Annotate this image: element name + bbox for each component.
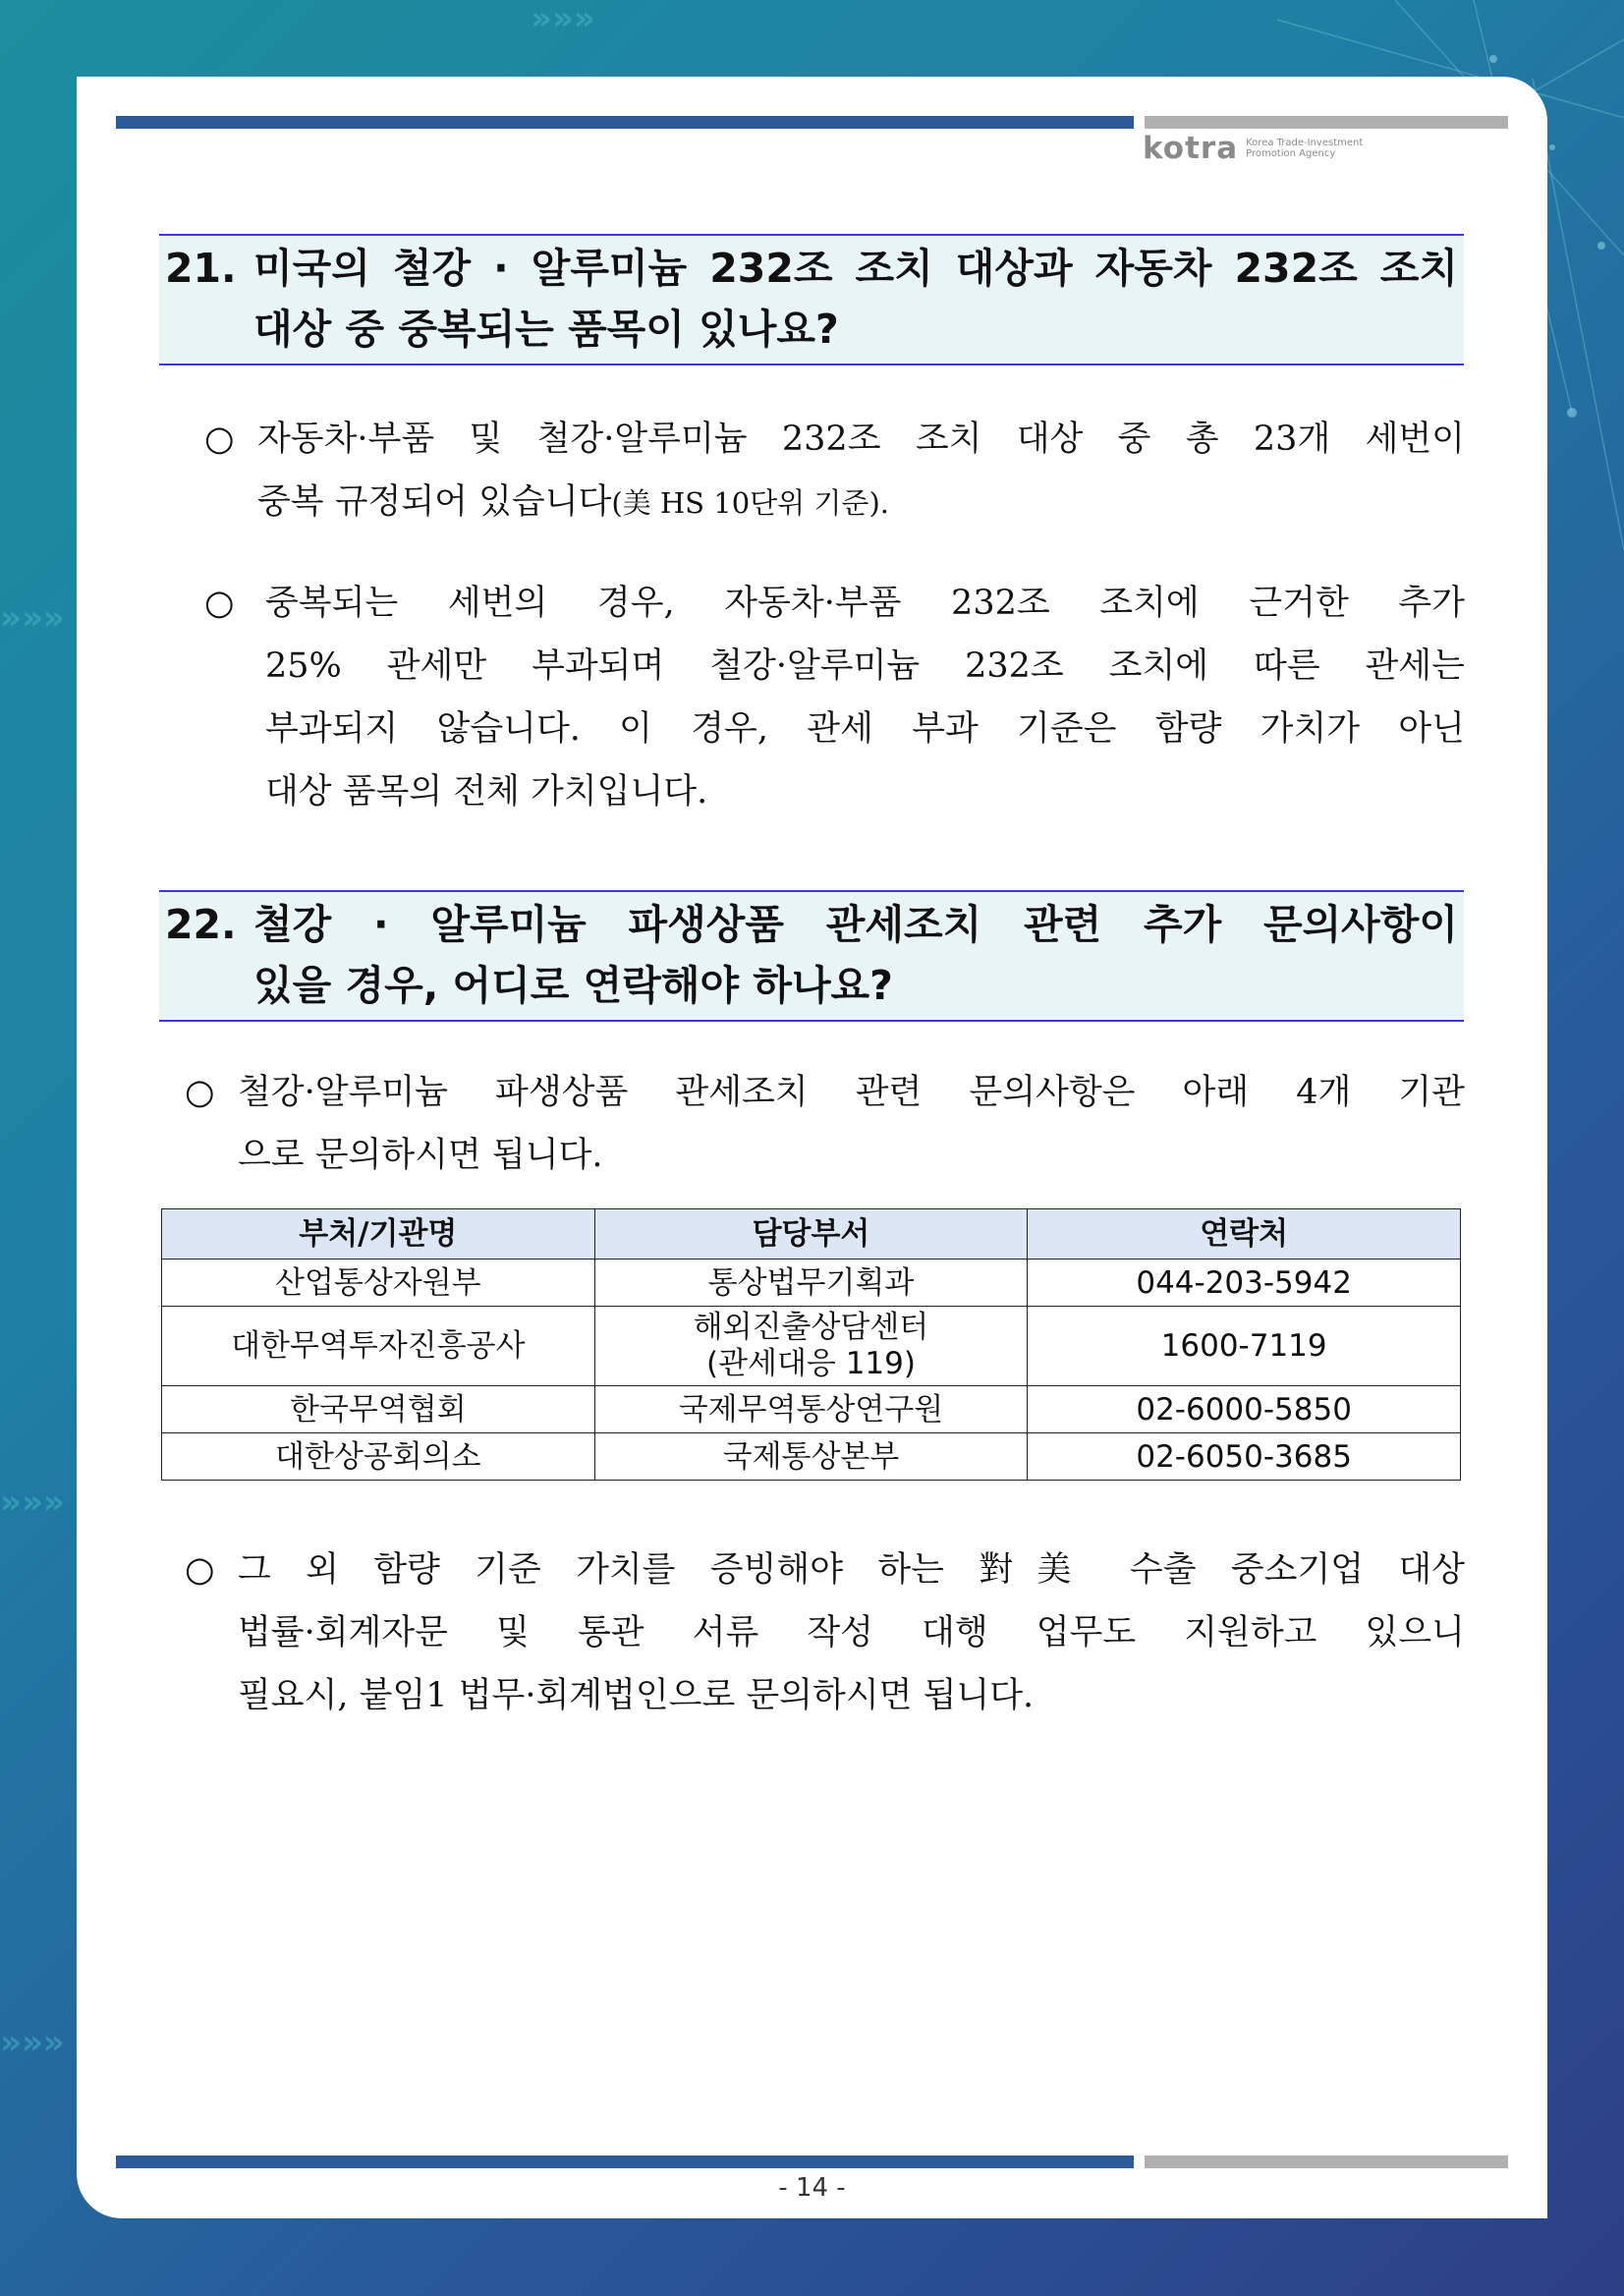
dept-cell: 국제무역통상연구원 xyxy=(594,1386,1028,1433)
bullet: ○ xyxy=(204,420,235,459)
dept-cell xyxy=(594,1307,1028,1386)
answer-line: 자동차·부품 및 철강·알루미늄 232조 조치 대상 중 총 23개 세번이 xyxy=(257,420,1465,459)
answer-line: 그 외 함량 기준 가치를 증빙해야 하는 對美 수출 중소기업 대상 xyxy=(238,1550,1465,1590)
logo-subtitle-line2: Promotion Agency xyxy=(1246,148,1336,159)
question-title-line2: 대상 중 중복되는 품목이 있나요? xyxy=(253,306,839,353)
table-row xyxy=(162,1386,1461,1433)
answer-22-outro xyxy=(185,1539,1465,1727)
header-gray-bar xyxy=(1145,116,1508,129)
footer-blue-bar xyxy=(116,2156,1134,2168)
question-title-line2: 있을 경우, 어디로 연락해야 하나요? xyxy=(253,962,893,1009)
svg-text:»»»: »»» xyxy=(0,2023,65,2062)
answer-text: 중복 규정되어 있습니다 xyxy=(257,482,612,522)
answer-21-item-2 xyxy=(204,572,1465,823)
question-22-heading xyxy=(159,890,1464,1022)
answer-21-item-1 xyxy=(204,408,1465,534)
page-number: - 14 - xyxy=(778,2173,846,2203)
table-row xyxy=(162,1307,1461,1386)
org-cell: 한국무역협회 xyxy=(162,1386,595,1433)
svg-text:»»»: »»» xyxy=(0,1483,65,1522)
answer-line: 대상 품목의 전체 가치입니다. xyxy=(265,772,708,812)
org-cell: 대한상공회의소 xyxy=(162,1433,595,1481)
phone-cell: 02-6000-5850 xyxy=(1028,1386,1461,1433)
answer-line: 부과되지 않습니다. 이 경우, 관세 부과 기준은 함량 가치가 아닌 xyxy=(265,709,1465,749)
bullet: ○ xyxy=(185,1073,215,1112)
table-header-row xyxy=(162,1209,1461,1260)
question-number: 22. xyxy=(165,901,237,948)
dept-line: (관세대응 119) xyxy=(705,1346,916,1381)
answer-line: 법률·회계자문 및 통관 서류 작성 대행 업무도 지원하고 있으니 xyxy=(238,1613,1465,1652)
bullet: ○ xyxy=(204,584,235,623)
answer-note: (美 HS 10단위 기준). xyxy=(611,486,889,520)
dept-line: 해외진출상담센터 xyxy=(693,1310,929,1345)
answer-22-intro xyxy=(185,1061,1465,1187)
contact-table xyxy=(161,1208,1461,1481)
dept-cell: 통상법무기획과 xyxy=(594,1260,1028,1307)
column-header: 담당부서 xyxy=(594,1209,1028,1260)
bullet: ○ xyxy=(185,1550,215,1590)
answer-line: 중복되는 세번의 경우, 자동차·부품 232조 조치에 근거한 추가 xyxy=(265,584,1465,623)
answer-line: 25% 관세만 부과되며 철강·알루미늄 232조 조치에 따른 관세는 xyxy=(265,646,1465,686)
svg-text:»»»: »»» xyxy=(531,0,595,38)
answer-line xyxy=(257,471,1465,534)
question-number: 21. xyxy=(165,245,237,292)
kotra-logo xyxy=(1143,131,1363,166)
answer-line: 으로 문의하시면 됩니다. xyxy=(238,1136,603,1175)
logo-subtitle xyxy=(1246,138,1363,159)
answer-line: 철강·알루미늄 파생상품 관세조치 관련 문의사항은 아래 4개 기관 xyxy=(238,1073,1465,1112)
phone-cell: 044-203-5942 xyxy=(1028,1260,1461,1307)
logo-subtitle-line1: Korea Trade-Investment xyxy=(1246,138,1364,148)
column-header: 연락처 xyxy=(1028,1209,1461,1260)
question-title-line1: 미국의 철강 · 알루미늄 232조 조치 대상과 자동차 232조 조치 xyxy=(253,245,1458,292)
question-title-line1: 철강 · 알루미늄 파생상품 관세조치 관련 추가 문의사항이 xyxy=(253,901,1458,948)
org-cell: 산업통상자원부 xyxy=(162,1260,595,1307)
table-row xyxy=(162,1260,1461,1307)
footer-gray-bar xyxy=(1145,2156,1508,2168)
logo-wordmark: kotra xyxy=(1143,131,1239,166)
dept-cell: 국제통상본부 xyxy=(594,1433,1028,1481)
org-cell: 대한무역투자진흥공사 xyxy=(162,1307,595,1386)
svg-text:»»»: »»» xyxy=(0,598,65,638)
answer-line: 필요시, 붙임1 법무·회계법인으로 문의하시면 됩니다. xyxy=(238,1676,1035,1715)
question-21-heading xyxy=(159,234,1464,365)
phone-cell: 1600-7119 xyxy=(1028,1307,1461,1386)
table-row xyxy=(162,1433,1461,1481)
header-blue-bar xyxy=(116,116,1134,129)
column-header: 부처/기관명 xyxy=(162,1209,595,1260)
phone-cell: 02-6050-3685 xyxy=(1028,1433,1461,1481)
